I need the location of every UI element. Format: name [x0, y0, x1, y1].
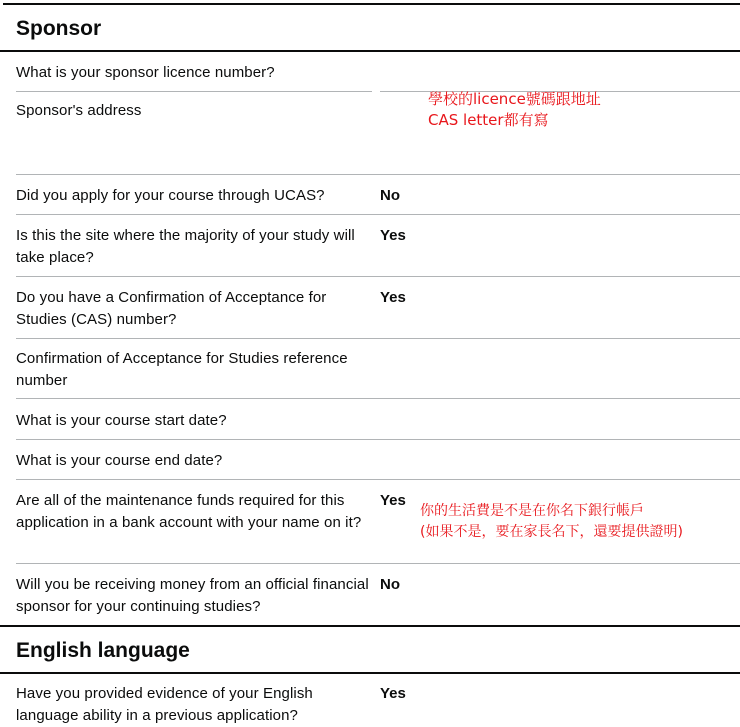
cas-reference-label: Confirmation of Acceptance for Studies reference number	[16, 350, 348, 389]
course-start-label: What is your course start date?	[16, 412, 227, 429]
divider	[16, 214, 740, 215]
divider	[16, 398, 740, 399]
funds-annotation-line1: 你的生活費是不是在你名下銀行帳戶	[420, 503, 644, 519]
top-border	[3, 3, 740, 5]
divider	[16, 91, 372, 92]
financial-sponsor-value: No	[380, 576, 400, 593]
licence-annotation-line2: CAS letter都有寫	[428, 111, 549, 129]
study-site-label: Is this the site where the majority of your study will take place?	[16, 227, 355, 266]
english-evidence-label: Have you provided evidence of your English language ability in a previous application?	[16, 685, 313, 724]
funds-annotation-line2: (如果不是，要在家長名下，還要提供證明)	[420, 524, 683, 540]
maintenance-funds-value: Yes	[380, 492, 406, 509]
course-end-label: What is your course end date?	[16, 452, 223, 469]
sponsor-address-label: Sponsor's address	[16, 102, 142, 119]
divider	[16, 439, 740, 440]
english-evidence-value: Yes	[380, 685, 406, 702]
maintenance-funds-label: Are all of the maintenance funds required for this application in a bank account with your name on it?	[16, 492, 362, 531]
divider	[0, 672, 740, 674]
divider	[16, 338, 740, 339]
sponsor-heading: Sponsor	[16, 17, 102, 40]
divider	[16, 276, 740, 277]
financial-sponsor-label: Will you be receiving money from an official financial sponsor for your continuing studies?	[16, 576, 369, 615]
ucas-label: Did you apply for your course through UCAS?	[16, 187, 325, 204]
licence-annotation-line1: 學校的licence號碼跟地址	[428, 90, 601, 108]
study-site-value: Yes	[380, 227, 406, 244]
ucas-value: No	[380, 187, 400, 204]
divider	[16, 174, 740, 175]
cas-number-value: Yes	[380, 289, 406, 306]
cas-number-label: Do you have a Confirmation of Acceptance for Studies (CAS) number?	[16, 289, 327, 328]
divider	[16, 563, 740, 564]
english-language-heading: English language	[16, 639, 190, 662]
divider	[16, 479, 740, 480]
sponsor-licence-label: What is your sponsor licence number?	[16, 64, 275, 81]
divider	[0, 625, 740, 627]
divider	[0, 50, 740, 52]
